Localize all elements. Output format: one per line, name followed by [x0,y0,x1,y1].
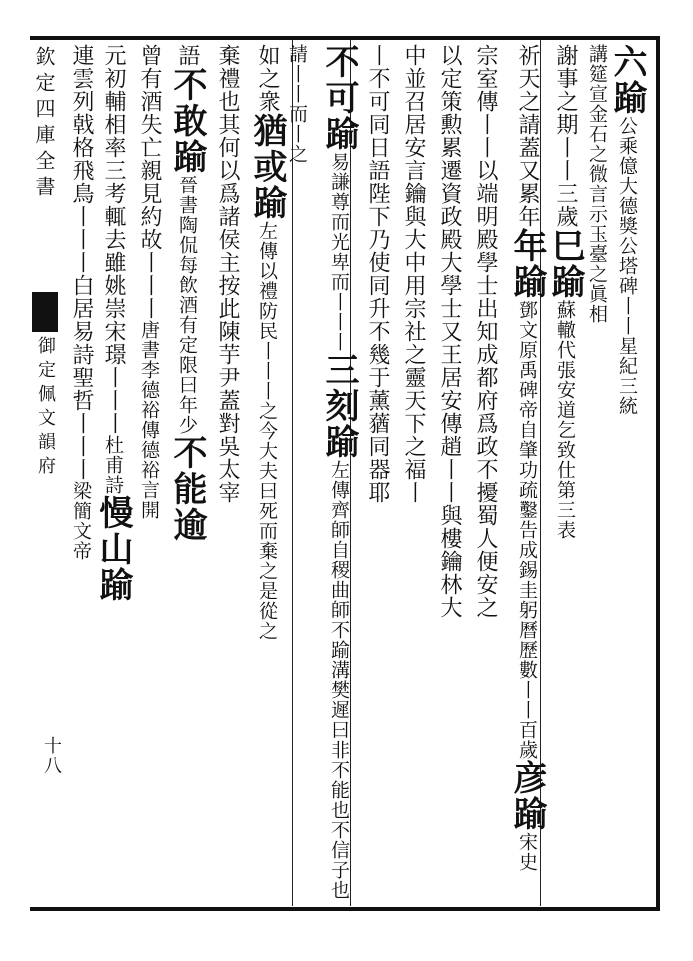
text-column [128,44,170,906]
entry-heading: 年踰 [507,228,547,300]
entry-text: 杜甫詩 [102,435,124,495]
entry-text: 易謙尊而光卑而丨丨丨 [328,152,350,352]
entry-heading: 猶或踰 [247,113,287,221]
entry-text: 元初輔相率三考輒去雖姚崇宋璟丨丨丨 [101,44,126,435]
column-rule [292,40,293,906]
entry-heading: 不能逾 [167,435,207,543]
text-column [60,44,102,906]
entry-text: 宗室傳丨丨以端明殿學士出知成都府爲政不擾蜀人便安之 [473,44,498,619]
text-column [246,44,288,906]
text-column [428,44,470,906]
entry-text: 蘇轍代張安道乞致仕第三表 [554,300,576,540]
entry-text: 連雲列戟格飛鳥丨丨丨白居易詩聖哲丨丨丨 [69,44,94,481]
entry-text: 棄禮也其何以爲諸侯主按此陳芋尹蓋對吳太宰 [215,44,240,504]
text-column [286,44,360,906]
entry-text: 講筵宣金石之微言示玉臺之眞相 [586,44,608,324]
entry-text: 晉書陶侃每飲酒有定限曰年少 [176,175,198,435]
entry-heading: 慢山踰 [93,495,133,603]
entry-text: 以定策勲累遷資政殿大學士又王居安傳趙丨丨與樓鑰林大 [437,44,462,619]
entry-text: 祈天之請蓋又累年 [515,44,540,228]
entry-heading: 不可踰 [319,44,359,152]
text-column [206,44,248,906]
entry-heading: 六踰 [607,44,647,116]
entry-text: 鄧文原禹碑帝自肇功疏鑿告成錫圭躬曆歷數丨丨百歲 [516,300,538,760]
entry-text: 中並召居安言鑰與大中用宗社之靈天下之福丨 [401,44,426,504]
chapter-title: 御定佩文韻府 [35,336,56,480]
entry-heading: 巳踰 [545,228,585,300]
entry-heading: 彦踰 [507,760,547,832]
entry-text: 左傳齊師自稷曲師不踰溝樊遲曰非不能也不信子也請丨丨而丨之 [286,44,350,900]
entry-text: 曾有酒失亡親見約故丨丨丨 [137,44,162,320]
book-title: 欽定四庫全書 [32,46,56,202]
entry-text: 如之衆 [255,44,280,113]
entry-text: 公乘億大德獎公塔碑丨丨星紀三統 [616,116,638,416]
entry-heading: 不敢踰 [167,67,207,175]
entry-heading: 三刻踰 [319,352,359,460]
entry-text: 丨不可同日語陛下乃使同升不幾于薰蕕同器耶 [365,44,390,504]
text-column [356,44,398,906]
text-column [166,44,208,906]
entry-text: 語 [175,44,200,67]
text-column [544,44,586,906]
text-column [392,44,434,906]
page-number: 十八 [41,736,62,776]
entry-text: 宋史 [516,832,538,872]
entry-text: 唐書李德裕傳德裕言開 [138,320,160,520]
black-band-marker [32,292,58,332]
text-column [506,44,548,906]
entry-text: 謝事之期丨丨三歲 [553,44,578,228]
entry-text: 左傳以禮防民丨丨丨之今大夫曰死而棄之是從之 [256,221,278,641]
entry-text: 梁簡文帝 [70,481,92,561]
text-column [464,44,506,906]
